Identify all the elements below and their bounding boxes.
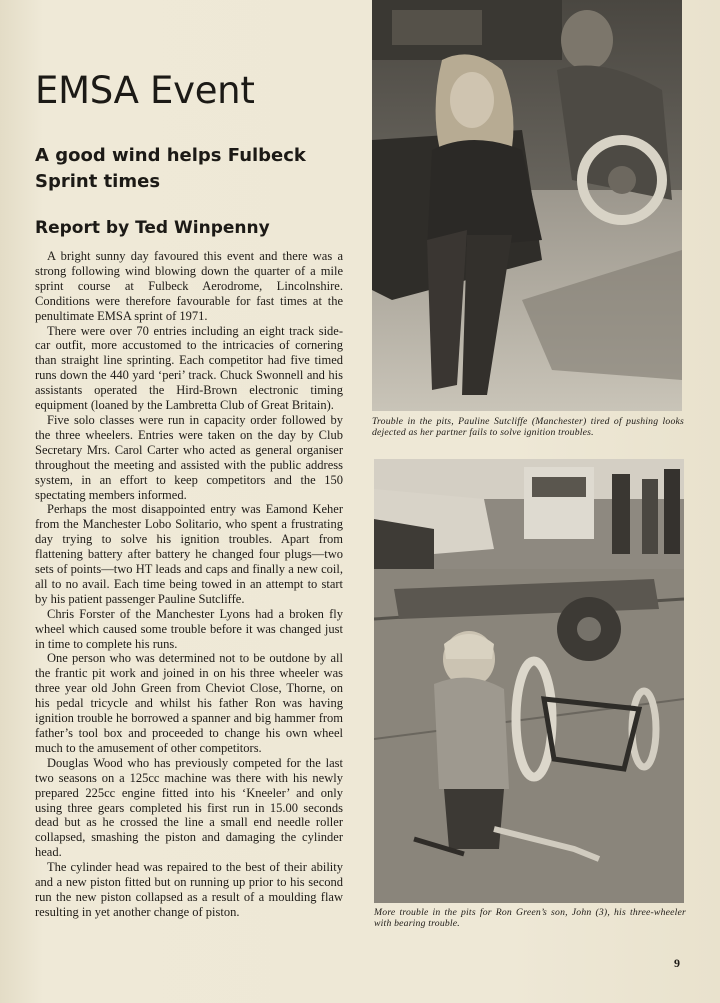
- article-body: [35, 249, 343, 920]
- article-paragraph: Chris Forster of the Manchester Lyons had a broken fly wheel which caused some trouble before it was changed just in time to complete his runs.: [35, 606, 343, 651]
- page-number: 9: [674, 956, 680, 970]
- photo-caption: Trouble in the pits, Pauline Sutcliffe (Manchester) tired of pushing looks dejected as her partner fails to solve ignition troubles.: [372, 416, 684, 438]
- article-paragraph: Five solo classes were run in capacity order followed by the three wheelers. Entries were taken on the day by Club Secretary Mrs. Carol Carter who acted as general organiser throughout the meeting and assisted with the public address system, in an effort to keep competitors and the 150 spectating members informed.: [35, 412, 343, 502]
- article-paragraph: There were over 70 entries including an eight track side-car outfit, more accustomed to the intricacies of cornering than straight line sprinting. Each competitor had five timed runs down the 440 yard ‘peri’ track. Chuck Swonnell and his assistants operated the Hird-Brown electronic timing equipment (loaned by the Lambretta Club of Great Britain).: [35, 323, 343, 413]
- article-paragraph: Douglas Wood who has previously competed for the last two seasons on a 125cc machine was there with his newly prepared 225cc engine fitted into his ‘Kneeler’ and only using three gears completed his first run in 15.00 seconds dead but as he crossed the line a small end needle roller collapsed, smashing the piston and damaging the cylinder head.: [35, 755, 343, 860]
- photo-caption: More trouble in the pits for Ron Green’s son, John (3), his three-wheeler with bearing trouble.: [374, 907, 686, 929]
- article-paragraph: A bright sunny day favoured this event and there was a strong following wind blowing down the quarter of a mile sprint course at Fulbeck Aerodrome, Lincolnshire. Conditions were therefore favourable for fast times at the penultimate EMSA sprint of 1971.: [35, 249, 343, 323]
- article-subtitle: A good wind helps Fulbeck Sprint times: [35, 145, 306, 192]
- photo-pits-pauline: [372, 0, 682, 411]
- article-paragraph: The cylinder head was repaired to the best of their ability and a new piston fitted but on running up prior to his second run the new piston collapsed as a result of a moulding flaw resulting in yet another change of piston.: [35, 860, 343, 919]
- article-title: EMSA Event: [35, 69, 255, 112]
- photo-pits-john: [374, 459, 684, 903]
- article-paragraph: One person who was determined not to be outdone by all the frantic pit work and joined in on his three wheeler was three year old John Green from Cheviot Close, Thorne, on his pedal tricycle and whilst his father Ron was having ignition trouble he borrowed a spanner and big hammer from father’s tool box and proceeded to change his own wheel much to the amusement of other competitors.: [35, 651, 343, 755]
- article-paragraph: Perhaps the most disappointed entry was Eamond Keher from the Manchester Lobo Solitario, who spent a frustrating day trying to solve his ignition troubles. Apart from flattening battery after battery he changed four plugs—two sets of points—two HT leads and caps and finally a new coil, all to no avail. Each time being towed in an attempt to start by his patient passenger Pauline Sutcliffe.: [35, 502, 343, 606]
- article-byline: Report by Ted Winpenny: [35, 218, 270, 238]
